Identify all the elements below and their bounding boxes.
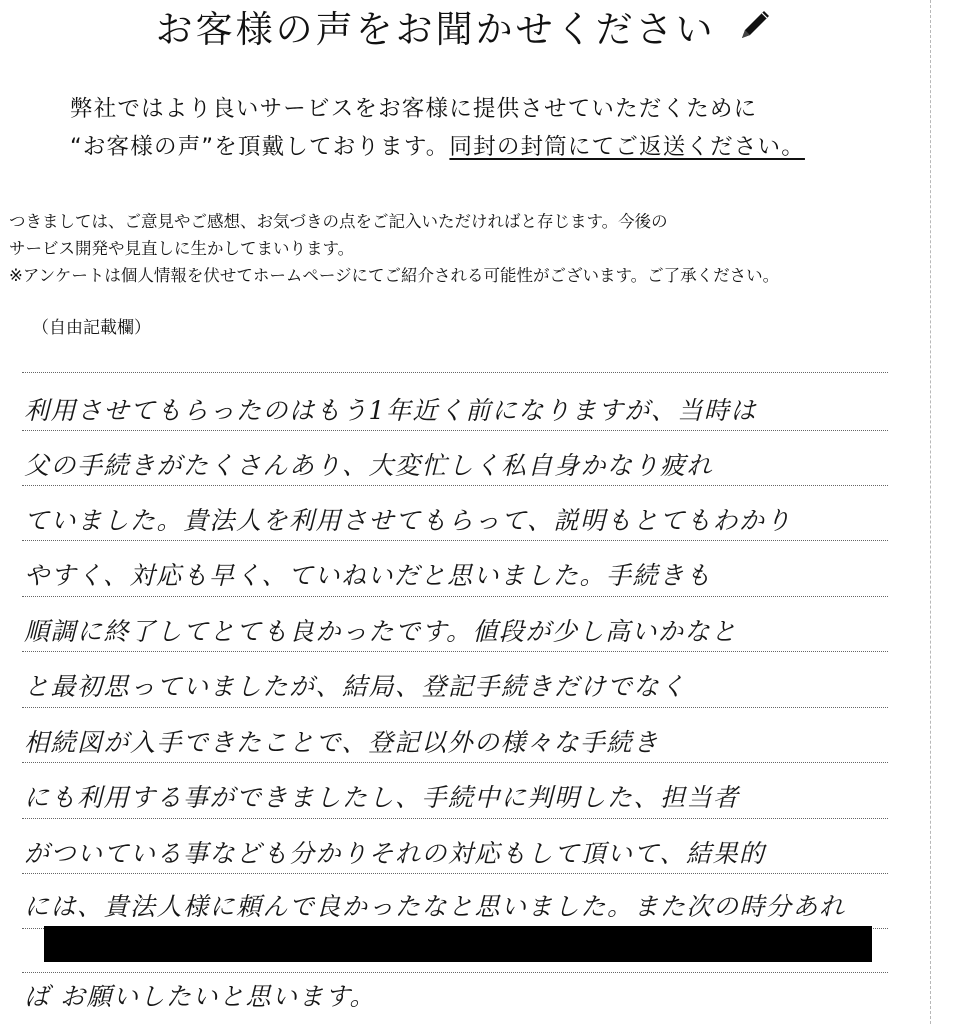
handwritten-line: 相続図が入手できたことで、登記以外の様々な手続き [24, 728, 660, 757]
handwritten-line: 順調に終了してとても良かったです。値段が少し高いかなと [24, 617, 738, 646]
notice-text [9, 208, 929, 289]
intro-line-2-text: “お客様の声”を頂戴しております。 [70, 134, 450, 160]
intro-line-1: 弊社ではより良いサービスをお客様に提供させていただくために [70, 96, 758, 122]
notice-line-1: つきましては、ご意見やご感想、お気づきの点をご記入いただければと存じます。今後の [9, 212, 668, 231]
notice-line-2: サービス開発や見直しに生かしてまいります。 [9, 239, 355, 258]
handwritten-line: 利用させてもらったのはもう1年近く前になりますが、当時は [24, 396, 757, 425]
handwritten-line: にも利用する事ができましたし、手続中に判明した、担当者 [24, 783, 740, 812]
form-title [0, 4, 930, 56]
handwritten-line: 父の手続きがたくさんあり、大変忙しく私自身かなり疲れ [24, 451, 714, 480]
pencil-icon [736, 6, 774, 58]
handwritten-line: がついている事なども分かりそれの対応もして頂いて、結果的 [24, 839, 766, 868]
form-title-text: お客様の声をお聞かせください [155, 8, 716, 51]
handwritten-line: やすく、対応も早く、ていねいだと思いました。手続きも [24, 561, 713, 590]
intro-text [70, 90, 930, 166]
handwritten-line: ていました。貴法人を利用させてもらって、説明もとてもわかり [24, 506, 793, 535]
free-entry-label: （自由記載欄） [32, 318, 151, 338]
return-instruction: 同封の封筒にてご返送ください。 [449, 134, 805, 160]
notice-line-3: ※アンケートは個人情報を伏せてホームページにてご紹介される可能性がございます。ご了承ください。 [9, 266, 780, 285]
handwritten-line: には、貴法人様に頼んで良かったなと思いました。また次の時分あれ [24, 892, 846, 921]
redaction-bar [44, 926, 872, 962]
intro-line-2 [70, 128, 930, 166]
handwritten-line: ば お願いしたいと思います。 [24, 982, 376, 1011]
handwritten-line: と最初思っていましたが、結局、登記手続きだけでなく [24, 672, 687, 701]
rule-line [22, 372, 888, 373]
